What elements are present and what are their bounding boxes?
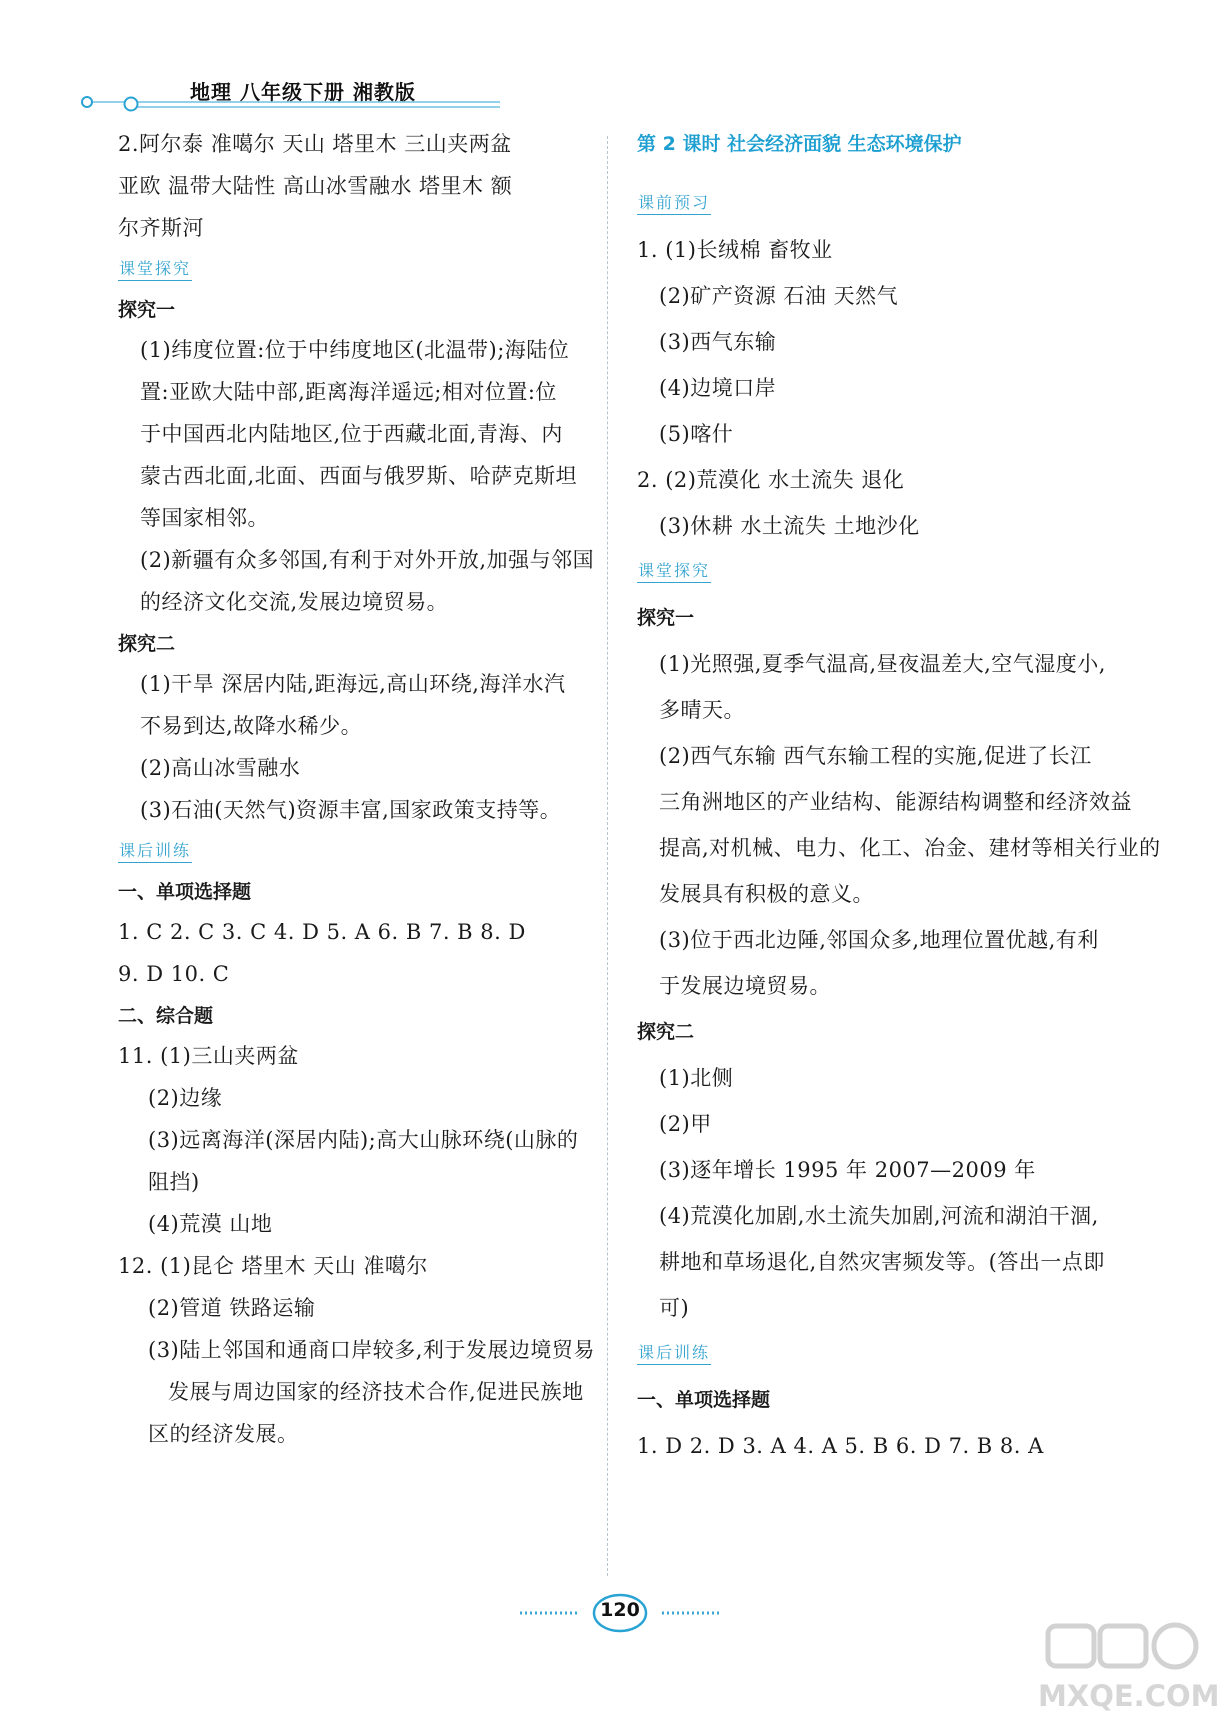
section-tag-row [118, 258, 192, 281]
section-tag-row [637, 560, 711, 583]
answer-line: 的经济文化交流,发展边境贸易。 [140, 590, 449, 614]
section-tag: 课后训练 [118, 840, 192, 863]
svg-text:MXQE.COM: MXQE.COM [1038, 1679, 1220, 1713]
section-heading: 探究二 [637, 1021, 695, 1043]
answer-line: 9. D 10. C [118, 962, 230, 986]
answer-line: 区的经济发展。 [148, 1422, 299, 1446]
section-tag-row [637, 1342, 711, 1365]
answer-line: (2)管道 铁路运输 [148, 1296, 316, 1320]
answer-line: (2)高山冰雪融水 [140, 756, 301, 780]
answer-line: 置:亚欧大陆中部,距离海洋遥远;相对位置:位 [140, 380, 557, 404]
answer-line: 1. C 2. C 3. C 4. D 5. A 6. B 7. B 8. D [118, 920, 526, 944]
answer-line: (1)干旱 深居内陆,距海远,高山环绕,海洋水汽 [140, 672, 566, 696]
answer-line: 1. D 2. D 3. A 4. A 5. B 6. D 7. B 8. A [637, 1434, 1044, 1458]
answer-line: (4)荒漠化加剧,水土流失加剧,河流和湖泊干涸, [659, 1204, 1099, 1228]
column-divider [607, 136, 608, 1576]
section-heading: 一、单项选择题 [637, 1389, 771, 1411]
answer-line: (1)纬度位置:位于中纬度地区(北温带);海陆位 [140, 338, 570, 362]
answer-line: (2)西气东输 西气东输工程的实施,促进了长江 [659, 744, 1092, 768]
answer-line: (3)陆上邻国和通商口岸较多,利于发展边境贸易 [148, 1338, 595, 1362]
answer-line: (1)北侧 [659, 1066, 734, 1090]
answer-line: 等国家相邻。 [140, 506, 269, 530]
answer-line: (3)逐年增长 1995 年 2007—2009 年 [659, 1158, 1036, 1182]
section-heading: 一、单项选择题 [118, 881, 252, 903]
answer-line: (3)位于西北边陲,邻国众多,地理位置优越,有利 [659, 928, 1099, 952]
answer-line: 多晴天。 [659, 698, 745, 722]
answer-line: 11. (1)三山夹两盆 [118, 1044, 299, 1068]
answer-line: 蒙古西北面,北面、西面与俄罗斯、哈萨克斯坦 [140, 464, 578, 488]
answer-line: (1)光照强,夏季气温高,昼夜温差大,空气湿度小, [659, 652, 1106, 676]
section-tag: 课后训练 [637, 1342, 711, 1365]
section-tag: 课堂探究 [637, 560, 711, 583]
answer-line: (2)新疆有众多邻国,有利于对外开放,加强与邻国 [140, 548, 595, 572]
page-number-badge [520, 1588, 720, 1638]
answer-line: 尔齐斯河 [118, 216, 204, 240]
header-title: 地理 八年级下册 湘教版 [190, 80, 416, 104]
answer-line: 发展与周边国家的经济技术合作,促进民族地 [168, 1380, 584, 1404]
answer-line: (4)荒漠 山地 [148, 1212, 273, 1236]
answer-line: (4)边境口岸 [659, 376, 777, 400]
page-number: 120 [600, 1599, 640, 1621]
section-tag-row [637, 192, 711, 215]
section-tag: 课前预习 [637, 192, 711, 215]
answer-line: 于发展边境贸易。 [659, 974, 831, 998]
page-header [80, 70, 560, 130]
section-heading: 探究一 [118, 299, 176, 321]
answer-line: (5)喀什 [659, 422, 734, 446]
mxqe-logo-icon [1030, 1618, 1220, 1714]
section-tag-row [118, 840, 192, 863]
answer-line: 提高,对机械、电力、化工、冶金、建材等相关行业的 [659, 836, 1161, 860]
answer-line: 12. (1)昆仑 塔里木 天山 准噶尔 [118, 1254, 428, 1278]
section-tag: 课堂探究 [118, 258, 192, 281]
answer-line: 不易到达,故降水稀少。 [140, 714, 363, 738]
answer-line: (3)休耕 水土流失 土地沙化 [659, 514, 920, 538]
answer-line: 发展具有积极的意义。 [659, 882, 874, 906]
answer-line: (3)石油(天然气)资源丰富,国家政策支持等。 [140, 798, 562, 822]
section-heading: 二、综合题 [118, 1005, 214, 1027]
section-heading: 探究一 [637, 607, 695, 629]
section-heading: 探究二 [118, 633, 176, 655]
answer-line: (3)西气东输 [659, 330, 777, 354]
answer-line: 于中国西北内陆地区,位于西藏北面,青海、内 [140, 422, 563, 446]
answer-line: 1. (1)长绒棉 畜牧业 [637, 238, 833, 262]
answer-line: 三角洲地区的产业结构、能源结构调整和经济效益 [659, 790, 1132, 814]
lesson-title: 第 2 课时 社会经济面貌 生态环境保护 [637, 133, 962, 155]
answer-line: 2. (2)荒漠化 水土流失 退化 [637, 468, 905, 492]
answer-line: (2)甲 [659, 1112, 712, 1136]
answer-line: 亚欧 温带大陆性 高山冰雪融水 塔里木 额 [118, 174, 513, 198]
answer-line: 可) [659, 1296, 690, 1320]
answer-line: 阻挡) [148, 1170, 200, 1194]
answer-line: 耕地和草场退化,自然灾害频发等。(答出一点即 [659, 1250, 1105, 1274]
answer-line: (3)远离海洋(深居内陆);高大山脉环绕(山脉的 [148, 1128, 579, 1152]
answer-line: (2)矿产资源 石油 天然气 [659, 284, 899, 308]
answer-line: 2.阿尔泰 准噶尔 天山 塔里木 三山夹两盆 [118, 132, 512, 156]
answer-line: (2)边缘 [148, 1086, 223, 1110]
